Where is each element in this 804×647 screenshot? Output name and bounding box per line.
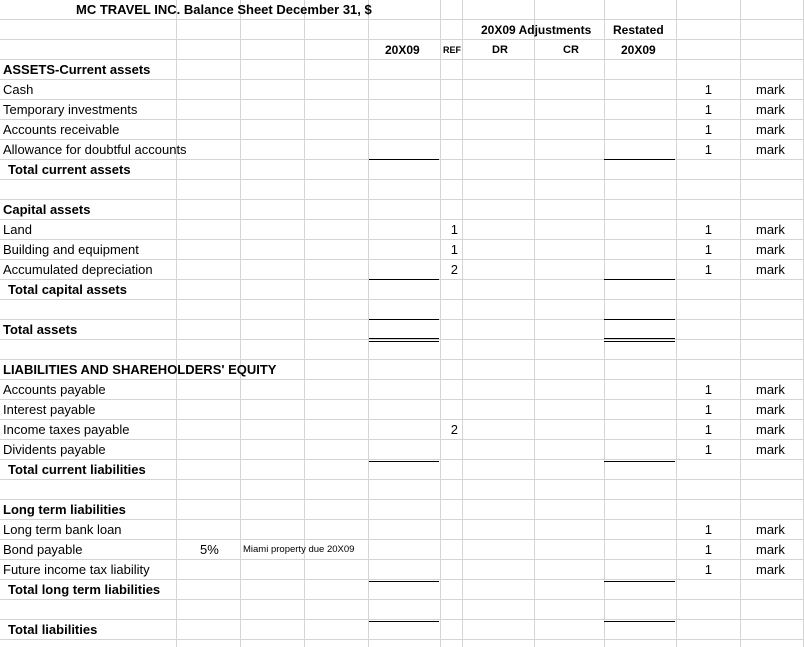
mark-label: mark — [756, 82, 785, 97]
sheet-row — [0, 220, 804, 240]
row-label: Land — [3, 222, 32, 237]
sheet-row — [0, 100, 804, 120]
row-label: Long term bank loan — [3, 522, 122, 537]
sheet-row — [0, 120, 804, 140]
mark-label: mark — [756, 222, 785, 237]
mark-count: 1 — [704, 102, 712, 117]
row-label: Accounts receivable — [3, 122, 120, 137]
sheet-row — [0, 600, 804, 620]
sheet-row — [0, 340, 804, 360]
row-label: Interest payable — [3, 402, 96, 417]
dr-header: DR — [492, 44, 508, 56]
row-label: LIABILITIES AND SHAREHOLDERS' EQUITY — [3, 362, 277, 377]
mark-label: mark — [756, 562, 785, 577]
mark-label: mark — [756, 542, 785, 557]
ref-number: 2 — [450, 262, 458, 277]
sheet-row — [0, 540, 804, 560]
sheet-row — [0, 180, 804, 200]
sheet-row — [0, 360, 804, 380]
mark-count: 1 — [704, 542, 712, 557]
sheet-row — [0, 80, 804, 100]
subtotal-rule — [369, 461, 439, 462]
ref-number: 2 — [450, 422, 458, 437]
row-label: Total liabilities — [8, 622, 98, 637]
total-rule — [369, 319, 439, 320]
sheet-row — [0, 200, 804, 220]
sheet-row — [0, 420, 804, 440]
sheet-row — [0, 380, 804, 400]
row-label: Long term liabilities — [3, 502, 126, 517]
mark-count: 1 — [704, 422, 712, 437]
subtotal-rule — [369, 581, 439, 582]
mark-count: 1 — [704, 442, 712, 457]
year-header: 20X09 — [385, 43, 420, 57]
row-label: Future income tax liability — [3, 562, 150, 577]
ref-header: REF — [443, 45, 461, 55]
sheet-row — [0, 60, 804, 80]
sheet-row — [0, 460, 804, 480]
row-label: Capital assets — [3, 202, 91, 217]
mark-count: 1 — [704, 402, 712, 417]
subtotal-rule — [369, 159, 439, 160]
sheet-row — [0, 320, 804, 340]
mark-count: 1 — [704, 522, 712, 537]
sheet-row — [0, 260, 804, 280]
row-label: Total capital assets — [8, 282, 127, 297]
mark-count: 1 — [704, 562, 712, 577]
subtotal-rule — [604, 159, 675, 160]
sheet-row — [0, 300, 804, 320]
subtotal-rule — [604, 279, 675, 280]
mark-count: 1 — [704, 242, 712, 257]
mark-count: 1 — [704, 262, 712, 277]
ref-number: 1 — [450, 242, 458, 257]
subtotal-rule — [604, 461, 675, 462]
double-total-rule — [369, 338, 439, 342]
mark-label: mark — [756, 402, 785, 417]
mark-label: mark — [756, 262, 785, 277]
restated-header: Restated — [613, 23, 664, 37]
sheet-row — [0, 480, 804, 500]
ref-number: 1 — [450, 222, 458, 237]
total-rule — [604, 319, 675, 320]
row-label: Total assets — [3, 322, 78, 337]
double-total-rule — [604, 338, 675, 342]
mark-count: 1 — [704, 222, 712, 237]
mark-label: mark — [756, 122, 785, 137]
subtotal-rule — [604, 581, 675, 582]
sheet-row — [0, 280, 804, 300]
row-label: Bond payable — [3, 542, 83, 557]
sheet-row — [0, 580, 804, 600]
mark-count: 1 — [704, 82, 712, 97]
row-label: Total long term liabilities — [8, 582, 161, 597]
row-label: Cash — [3, 82, 34, 97]
mark-label: mark — [756, 102, 785, 117]
mark-label: mark — [756, 142, 785, 157]
cr-header: CR — [563, 44, 579, 56]
mark-label: mark — [756, 442, 785, 457]
row-label: Accumulated depreciation — [3, 262, 153, 277]
interest-rate: 5% — [200, 542, 219, 557]
row-label: Total current liabilities — [8, 462, 146, 477]
mark-count: 1 — [704, 122, 712, 137]
sheet-row — [0, 240, 804, 260]
subtotal-rule — [369, 279, 439, 280]
row-label: Building and equipment — [3, 242, 139, 257]
row-label: Dividents payable — [3, 442, 106, 457]
sheet-title: MC TRAVEL INC. Balance Sheet December 31, $ — [76, 2, 372, 17]
sheet-row — [0, 620, 804, 640]
mark-label: mark — [756, 242, 785, 257]
mark-label: mark — [756, 422, 785, 437]
row-label: Accounts payable — [3, 382, 106, 397]
row-label: Total current assets — [8, 162, 131, 177]
mark-count: 1 — [704, 382, 712, 397]
sheet-row — [0, 440, 804, 460]
adjustments-header: 20X09 Adjustments — [481, 23, 592, 37]
sheet-row — [0, 500, 804, 520]
sheet-row — [0, 140, 804, 160]
sheet-row — [0, 560, 804, 580]
sheet-row — [0, 160, 804, 180]
subtotal-rule — [369, 621, 439, 622]
row-note: Miami property due 20X09 — [243, 544, 355, 555]
row-label: Temporary investments — [3, 102, 138, 117]
mark-count: 1 — [704, 142, 712, 157]
sheet-row — [0, 520, 804, 540]
mark-label: mark — [756, 522, 785, 537]
row-label: Allowance for doubtful accounts — [3, 142, 187, 157]
restated-year-header: 20X09 — [621, 43, 656, 57]
subtotal-rule — [604, 621, 675, 622]
mark-label: mark — [756, 382, 785, 397]
row-label: Income taxes payable — [3, 422, 130, 437]
sheet-row — [0, 400, 804, 420]
row-label: ASSETS-Current assets — [3, 62, 151, 77]
